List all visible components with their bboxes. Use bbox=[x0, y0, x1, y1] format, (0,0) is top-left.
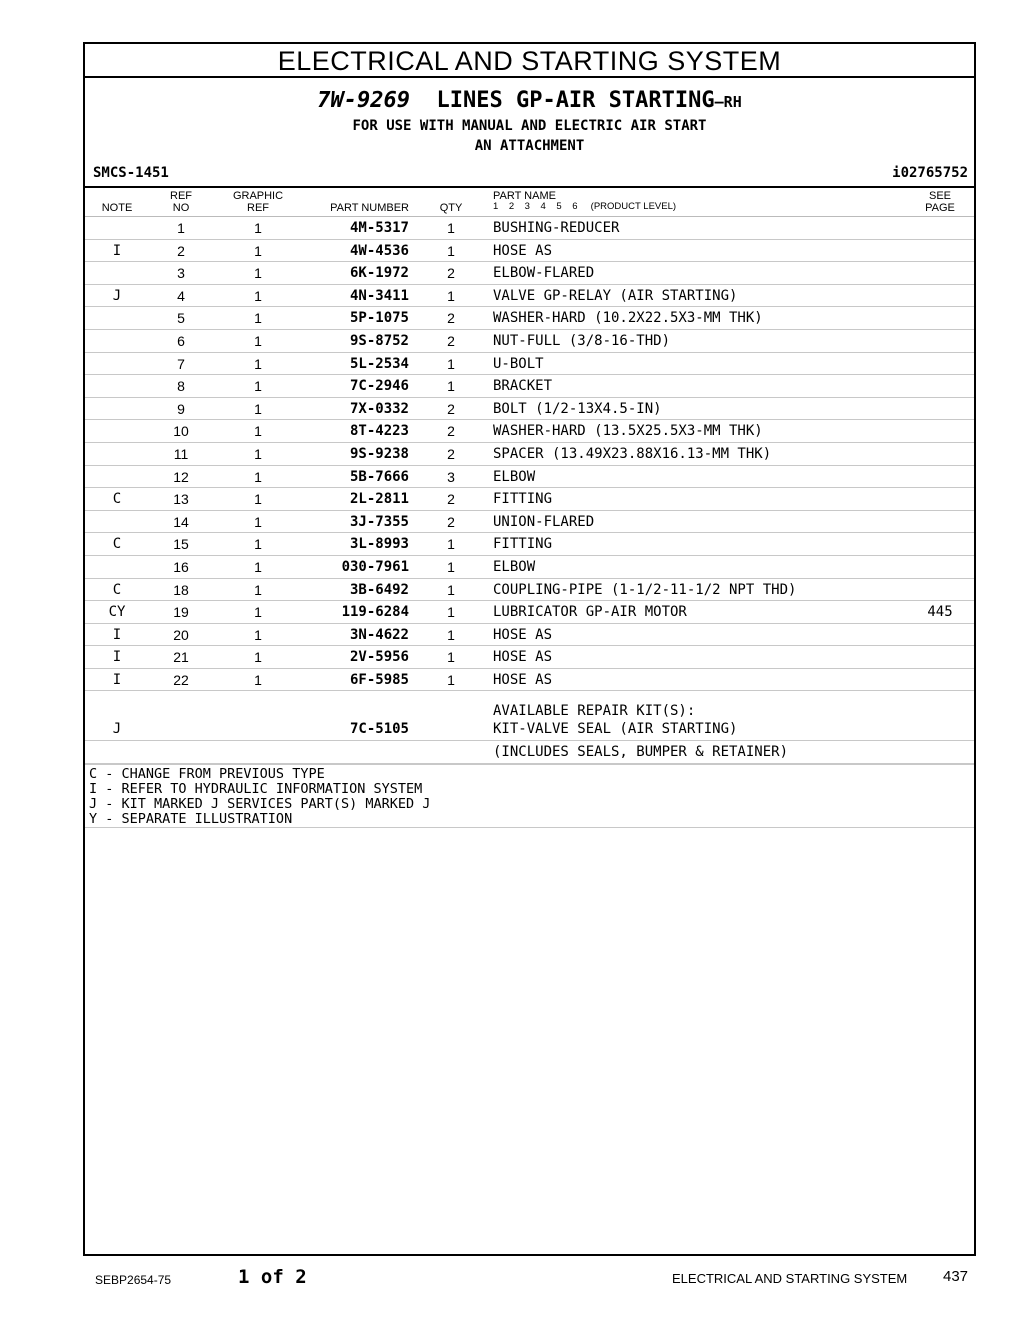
ref-no-cell: 3 bbox=[177, 265, 185, 282]
group-title-line bbox=[85, 88, 974, 116]
part-number-cell: 9S-8752 bbox=[349, 332, 409, 349]
graphic-ref-cell: 1 bbox=[254, 671, 262, 688]
part-number-cell: 8T-4223 bbox=[349, 423, 409, 440]
table-row bbox=[85, 488, 974, 511]
table-row bbox=[85, 669, 974, 692]
kit-note-cell: J bbox=[112, 721, 122, 738]
part-number-cell: 9S-9238 bbox=[349, 445, 409, 462]
table-row bbox=[85, 307, 974, 330]
ref-no-cell: 7 bbox=[177, 355, 185, 372]
part-name-cell: UNION-FLARED bbox=[493, 513, 595, 530]
table-row bbox=[85, 443, 974, 466]
header-ref-1: REF bbox=[170, 190, 192, 202]
ref-no-cell: 16 bbox=[173, 558, 189, 575]
qty-cell: 1 bbox=[447, 220, 455, 236]
qty-cell: 1 bbox=[447, 536, 455, 553]
graphic-ref-cell: 1 bbox=[254, 400, 262, 417]
parts-table bbox=[85, 186, 974, 828]
header-qty: QTY bbox=[439, 202, 463, 214]
group-heading bbox=[85, 88, 974, 156]
qty-cell: 2 bbox=[447, 310, 455, 327]
part-name-cell: ELBOW bbox=[493, 558, 536, 575]
kit-row bbox=[85, 718, 974, 741]
table-row bbox=[85, 579, 974, 602]
graphic-ref-cell: 1 bbox=[254, 332, 262, 349]
ref-no-cell: 20 bbox=[173, 626, 189, 643]
table-row bbox=[85, 533, 974, 556]
table-row bbox=[85, 511, 974, 534]
legend-item: I - REFER TO HYDRAULIC INFORMATION SYSTEM bbox=[89, 780, 423, 797]
table-row bbox=[85, 262, 974, 285]
header-part-number: PART NUMBER bbox=[330, 202, 409, 214]
qty-cell: 2 bbox=[447, 513, 455, 530]
section-title: ELECTRICAL AND STARTING SYSTEM bbox=[85, 44, 974, 78]
qty-cell: 1 bbox=[447, 671, 455, 688]
graphic-ref-cell: 1 bbox=[254, 310, 262, 327]
qty-cell: 1 bbox=[447, 242, 455, 259]
ref-no-cell: 8 bbox=[177, 378, 185, 395]
graphic-ref-cell: 1 bbox=[254, 491, 262, 508]
table-row bbox=[85, 398, 974, 421]
legend-item: C - CHANGE FROM PREVIOUS TYPE bbox=[89, 765, 325, 782]
header-product-levels: 1 2 3 4 5 6 (PRODUCT LEVEL) bbox=[493, 201, 677, 212]
part-name-cell: BRACKET bbox=[493, 378, 553, 395]
header-gref-1: GRAPHIC bbox=[232, 190, 284, 202]
qty-cell: 1 bbox=[447, 378, 455, 395]
part-name-cell: VALVE GP-RELAY (AIR STARTING) bbox=[493, 287, 738, 304]
part-number-cell: 4M-5317 bbox=[349, 220, 409, 236]
table-row bbox=[85, 466, 974, 489]
qty-cell: 3 bbox=[447, 468, 455, 485]
header-ref-2: NO bbox=[172, 202, 190, 214]
ref-no-cell: 18 bbox=[173, 581, 189, 598]
table-row bbox=[85, 217, 974, 240]
part-name-cell: HOSE AS bbox=[493, 626, 553, 643]
part-name-cell: WASHER-HARD (13.5X25.5X3-MM THK) bbox=[493, 423, 763, 440]
ref-no-cell: 9 bbox=[177, 400, 185, 417]
graphic-ref-cell: 1 bbox=[254, 513, 262, 530]
part-name-cell: BOLT (1/2-13X4.5-IN) bbox=[493, 400, 662, 417]
graphic-ref-cell: 1 bbox=[254, 468, 262, 485]
part-name-cell: BUSHING-REDUCER bbox=[493, 220, 620, 236]
kit-name-cell: KIT-VALVE SEAL (AIR STARTING) bbox=[493, 721, 738, 738]
page-frame bbox=[83, 42, 976, 1256]
part-name-cell: HOSE AS bbox=[493, 649, 553, 666]
part-number-cell: 3L-8993 bbox=[349, 536, 409, 553]
ref-no-cell: 6 bbox=[177, 332, 185, 349]
table-row bbox=[85, 601, 974, 624]
graphic-ref-cell: 1 bbox=[254, 536, 262, 553]
qty-cell: 2 bbox=[447, 332, 455, 349]
table-row bbox=[85, 646, 974, 669]
table-row bbox=[85, 330, 974, 353]
graphic-ref-cell: 1 bbox=[254, 265, 262, 282]
footer-doc-id: SEBP2654-75 bbox=[95, 1273, 172, 1287]
part-number-cell: 4W-4536 bbox=[349, 242, 409, 259]
see-page-cell: 445 bbox=[927, 604, 953, 621]
part-name-cell: ELBOW-FLARED bbox=[493, 265, 595, 282]
kit-row bbox=[85, 741, 974, 764]
part-number-cell: 5L-2534 bbox=[349, 355, 409, 372]
ref-no-cell: 13 bbox=[173, 491, 189, 508]
table-row bbox=[85, 375, 974, 398]
table-row bbox=[85, 420, 974, 443]
kit-heading: AVAILABLE REPAIR KIT(S): bbox=[493, 703, 696, 720]
ref-no-cell: 5 bbox=[177, 310, 185, 327]
graphic-ref-cell: 1 bbox=[254, 355, 262, 372]
note-cell: I bbox=[112, 649, 122, 666]
note-cell: C bbox=[112, 581, 122, 598]
graphic-ref-cell: 1 bbox=[254, 378, 262, 395]
footer-page-of: 1 of 2 bbox=[238, 1266, 307, 1288]
part-number-cell: 2V-5956 bbox=[349, 649, 409, 666]
table-header bbox=[85, 186, 974, 217]
document-identifier: i02765752 bbox=[892, 165, 968, 181]
part-number-cell: 6F-5985 bbox=[349, 671, 409, 688]
qty-cell: 1 bbox=[447, 649, 455, 666]
part-name-cell: FITTING bbox=[493, 536, 553, 553]
ref-no-cell: 2 bbox=[177, 242, 185, 259]
table-body bbox=[85, 217, 974, 691]
header-note: NOTE bbox=[101, 202, 133, 214]
qty-cell: 2 bbox=[447, 491, 455, 508]
ref-no-cell: 21 bbox=[173, 649, 189, 666]
part-name-cell: HOSE AS bbox=[493, 242, 553, 259]
ref-no-cell: 19 bbox=[173, 604, 189, 621]
graphic-ref-cell: 1 bbox=[254, 649, 262, 666]
legend-item: Y - SEPARATE ILLUSTRATION bbox=[89, 810, 293, 827]
kit-body bbox=[85, 718, 974, 763]
footer-page-number: 437 bbox=[943, 1268, 969, 1285]
ref-no-cell: 11 bbox=[173, 445, 189, 462]
table-row bbox=[85, 556, 974, 579]
qty-cell: 2 bbox=[447, 423, 455, 440]
notes-legend bbox=[85, 764, 974, 828]
header-gref-2: REF bbox=[247, 202, 269, 214]
table-row bbox=[85, 285, 974, 308]
qty-cell: 1 bbox=[447, 626, 455, 643]
part-number-cell: 6K-1972 bbox=[349, 265, 409, 282]
note-cell: C bbox=[112, 536, 122, 553]
graphic-ref-cell: 1 bbox=[254, 242, 262, 259]
graphic-ref-cell: 1 bbox=[254, 423, 262, 440]
graphic-ref-cell: 1 bbox=[254, 220, 262, 236]
graphic-ref-cell: 1 bbox=[254, 604, 262, 621]
ref-no-cell: 22 bbox=[173, 671, 189, 688]
ref-no-cell: 15 bbox=[173, 536, 189, 553]
qty-cell: 2 bbox=[447, 400, 455, 417]
part-number-cell: 030-7961 bbox=[341, 558, 409, 575]
part-name-cell: COUPLING-PIPE (1-1/2-11-1/2 NPT THD) bbox=[493, 581, 797, 598]
part-number-cell: 5B-7666 bbox=[349, 468, 409, 485]
part-number-cell: 5P-1075 bbox=[349, 310, 409, 327]
part-name-cell: U-BOLT bbox=[493, 355, 544, 372]
header-see-1: SEE bbox=[928, 190, 951, 202]
graphic-ref-cell: 1 bbox=[254, 287, 262, 304]
part-name-cell: LUBRICATOR GP-AIR MOTOR bbox=[493, 604, 687, 621]
legend-item: J - KIT MARKED J SERVICES PART(S) MARKED J bbox=[89, 795, 431, 812]
qty-cell: 1 bbox=[447, 287, 455, 304]
table-row bbox=[85, 624, 974, 647]
part-name-cell: SPACER (13.49X23.88X16.13-MM THK) bbox=[493, 445, 772, 462]
part-name-cell: NUT-FULL (3/8-16-THD) bbox=[493, 332, 671, 349]
part-number-cell: 7X-0332 bbox=[349, 400, 409, 417]
note-cell: CY bbox=[108, 604, 126, 621]
part-number-cell: 2L-2811 bbox=[349, 491, 409, 508]
graphic-ref-cell: 1 bbox=[254, 626, 262, 643]
group-suffix: —RH bbox=[714, 93, 742, 111]
part-number-cell: 4N-3411 bbox=[349, 287, 409, 304]
part-number-cell: 3B-6492 bbox=[349, 581, 409, 598]
group-subtitle-2: AN ATTACHMENT bbox=[474, 138, 585, 154]
qty-cell: 1 bbox=[447, 581, 455, 598]
qty-cell: 2 bbox=[447, 445, 455, 462]
table-row bbox=[85, 240, 974, 263]
group-title: LINES GP-AIR STARTING bbox=[436, 88, 715, 113]
note-cell: C bbox=[112, 491, 122, 508]
qty-cell: 1 bbox=[447, 355, 455, 372]
part-number-cell: 3N-4622 bbox=[349, 626, 409, 643]
note-cell: I bbox=[112, 242, 122, 259]
table-row bbox=[85, 353, 974, 376]
qty-cell: 2 bbox=[447, 265, 455, 282]
ref-no-cell: 12 bbox=[173, 468, 189, 485]
group-part-number: 7W-9269 bbox=[317, 88, 410, 113]
part-name-cell: ELBOW bbox=[493, 468, 536, 485]
header-part-name: PART NAME bbox=[493, 190, 556, 202]
header-see-2: PAGE bbox=[925, 202, 955, 214]
ref-no-cell: 1 bbox=[177, 220, 185, 236]
footer-system: ELECTRICAL AND STARTING SYSTEM bbox=[672, 1271, 908, 1286]
ref-no-cell: 14 bbox=[173, 513, 189, 530]
graphic-ref-cell: 1 bbox=[254, 445, 262, 462]
graphic-ref-cell: 1 bbox=[254, 581, 262, 598]
group-subtitle-1: FOR USE WITH MANUAL AND ELECTRIC AIR START bbox=[352, 118, 707, 134]
graphic-ref-cell: 1 bbox=[254, 558, 262, 575]
kit-name-cell: (INCLUDES SEALS, BUMPER & RETAINER) bbox=[493, 744, 789, 761]
note-cell: I bbox=[112, 671, 122, 688]
part-name-cell: WASHER-HARD (10.2X22.5X3-MM THK) bbox=[493, 310, 763, 327]
kit-heading-row bbox=[85, 691, 974, 718]
part-number-cell: 7C-2946 bbox=[349, 378, 409, 395]
part-name-cell: FITTING bbox=[493, 491, 553, 508]
part-number-cell: 119-6284 bbox=[341, 604, 409, 621]
note-cell: I bbox=[112, 626, 122, 643]
smcs-code: SMCS-1451 bbox=[93, 165, 169, 181]
kit-part-number-cell: 7C-5105 bbox=[349, 721, 409, 738]
ref-no-cell: 4 bbox=[177, 287, 185, 304]
note-cell: J bbox=[112, 287, 122, 304]
qty-cell: 1 bbox=[447, 558, 455, 575]
ref-no-cell: 10 bbox=[173, 423, 189, 440]
part-number-cell: 3J-7355 bbox=[349, 513, 409, 530]
page-footer bbox=[0, 1266, 1020, 1290]
part-name-cell: HOSE AS bbox=[493, 671, 553, 688]
qty-cell: 1 bbox=[447, 604, 455, 621]
